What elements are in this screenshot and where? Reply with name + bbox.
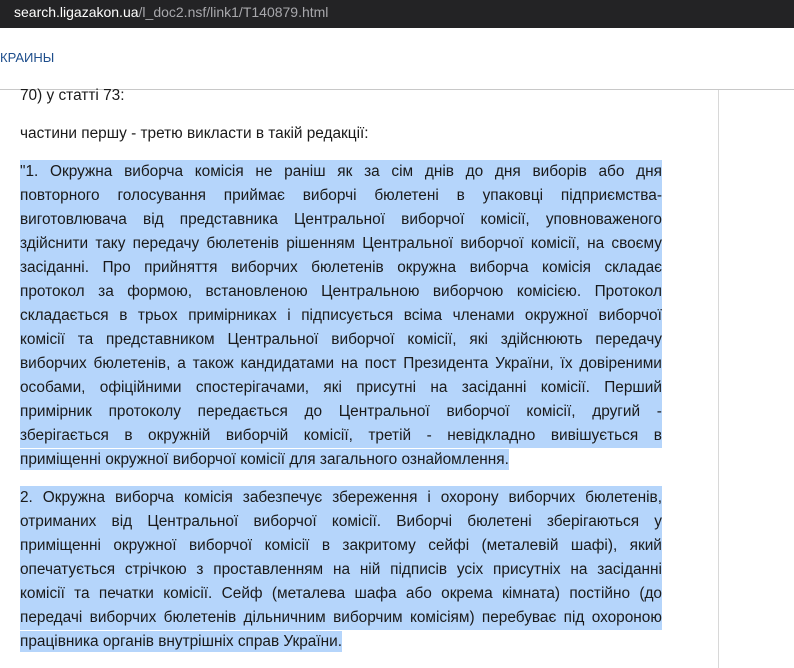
text-line [20,486,662,510]
word: в [321,537,330,554]
word: України, [495,355,554,372]
word: комісія [542,259,591,276]
item-heading: 70) у статті 73: [20,87,125,104]
text-line [20,630,662,654]
word: другий [592,403,641,420]
word: у [654,513,662,530]
word: до [465,163,484,180]
word: протоколу [108,403,181,420]
word: усіх [456,561,484,578]
word: примірниках [188,307,277,324]
word: кімната) [502,585,561,602]
text-line [20,328,662,352]
text-line [20,424,662,448]
word: (металева [271,585,346,602]
text-line [20,376,662,400]
word: формою, [127,283,193,300]
word: сейфі [428,537,470,554]
word: дільничним [243,609,326,626]
word: до [304,403,323,420]
word: виготовлювача [20,211,127,228]
url-path: /l_doc2.nsf/link1/T140879.html [138,4,329,20]
word: виборчих [89,609,157,626]
word: окружна [397,259,457,276]
word: ній [359,561,381,578]
word: 2. [20,489,33,506]
word: охорону [440,489,499,506]
word: Перший [604,379,662,396]
word: виборчої [598,307,662,324]
word: який [629,537,662,554]
word: здійснюють [500,331,583,348]
word: зберігається [20,427,109,444]
word: днів [424,163,454,180]
word: комісії, [526,403,576,420]
word: комісії, [303,427,353,444]
word: упаковці [482,187,544,204]
word: - [656,403,662,420]
text-line [20,400,662,424]
word: комісією. [516,283,582,300]
word: комісії, [407,331,457,348]
word: комісія [183,489,233,506]
word: також [192,355,234,372]
word: комісіям) [409,609,475,626]
word: складається [20,307,109,324]
word: офіційними [99,379,182,396]
intro-text: частини першу - третю викласти в такій редакції: [20,125,369,142]
word: отриманих [20,513,97,530]
word: на [332,561,351,578]
word: та [77,331,94,348]
word: комісії. [163,585,213,602]
word: шафі), [570,537,618,554]
word: особами, [20,379,86,396]
word: Центральної [294,211,385,228]
word: третій [368,427,412,444]
word: окружної [113,537,177,554]
word: їх [560,355,573,372]
word: бюлетені [374,187,439,204]
word: опечатується [20,561,116,578]
word: виборчої [331,331,395,348]
word: окружної [524,307,589,324]
text-line [20,448,662,472]
document-body [0,87,719,668]
word: комісії [20,585,65,602]
word: забезпечує [242,489,323,506]
word: передачу [595,331,662,348]
word: від [143,211,164,228]
word: охороною [591,609,662,626]
word: Центральної [227,331,319,348]
text-line [20,510,662,534]
word: протокол [20,283,85,300]
word: сім [391,163,414,180]
word: Окружна [42,489,106,506]
word: присутніх [493,561,561,578]
word: виборчої [253,513,317,530]
word: бюлетені [467,513,532,530]
word: виборчих [20,355,87,372]
word: комісії, [480,211,530,228]
word: Центральної [147,513,239,530]
word: перебуває [481,609,557,626]
word: виборчих [230,259,298,276]
word: від [111,513,133,530]
word: виборча [469,259,529,276]
word: встановленою [205,283,308,300]
word: Центральної [338,403,430,420]
word: засіданні. [20,259,89,276]
word: в [653,427,662,444]
word: (до [639,585,662,602]
word: на [587,235,605,252]
line-text: працівника органів внутрішніх справ України. [20,633,343,650]
url-text[interactable] [14,4,328,20]
word: "1. [20,163,39,180]
word: виборчої [401,211,465,228]
word: окрема [441,585,493,602]
word: виборчої [188,537,253,554]
word: за [364,163,380,180]
text-line [20,558,662,582]
word: окружній [148,427,211,444]
word: комісії. [331,513,382,530]
site-header [0,28,794,90]
word: закритому [342,537,416,554]
word: трьох [137,307,178,324]
word: в [124,427,133,444]
word: підписів [390,561,448,578]
word: які [323,379,342,396]
word: Про [102,259,131,276]
word: уповноваженого [545,211,662,228]
word: невідкладно [447,427,536,444]
line-text: приміщенні окружної виборчої комісії для загального ознайомлення. [20,451,509,468]
word: - [426,427,432,444]
word: передається [197,403,288,420]
text-line [20,352,662,376]
word: виборчої [460,235,524,252]
word: комісії [264,537,310,554]
text-line [20,534,662,558]
word: примірник [20,403,92,420]
word: комісія [194,163,244,180]
word: комісії [20,331,65,348]
word: раніш [284,163,326,180]
word: проставленням [213,561,324,578]
word: повторного [20,187,100,204]
word: зберігаються [546,513,640,530]
word: присутні [356,379,417,396]
word: бюлетенів, [585,489,662,506]
word: Виборчі [396,513,453,530]
word: на [570,561,588,578]
word: а [177,355,186,372]
word: передачі [20,609,83,626]
selected-paragraph-1 [20,160,662,472]
word: і [427,489,431,506]
word: Центральної [362,235,454,252]
word: шафа [354,585,397,602]
word: здійснити [20,235,89,252]
word: передачу [132,235,200,252]
word: бюлетенів, [93,355,171,372]
word: засіданні [597,561,662,578]
word: бюлетенів [206,235,279,252]
word: таку [95,235,126,252]
word: рішенням [286,235,356,252]
word: прийняття [144,259,218,276]
text-line [20,256,662,280]
word: які [469,331,488,348]
word: виборча [115,489,174,506]
text-line [20,184,662,208]
word: представником [106,331,215,348]
text-line [20,582,662,606]
site-brand-link[interactable]: КРАИНЫ [0,50,55,65]
word: як [337,163,353,180]
word: в [456,187,465,204]
text-line [20,280,662,304]
url-host: search.ligazakon.ua [14,4,139,20]
word: або [598,163,625,180]
word: складає [604,259,662,276]
word: виборчій [225,427,289,444]
word: за [98,283,114,300]
word: спостерігачами, [195,379,310,396]
text-line [20,160,662,184]
word: членами [452,307,515,324]
word: приміщенні [20,537,101,554]
word: дня [636,163,662,180]
word: комісії, [530,235,580,252]
word: виборча [124,163,184,180]
word: з [196,561,204,578]
word: не [255,163,273,180]
word: та [74,585,90,602]
word: всіма [403,307,443,324]
word: підприємства- [560,187,662,204]
word: збереження [332,489,418,506]
word: представника [179,211,278,228]
word: (металевій [481,537,559,554]
word: постійно [569,585,631,602]
word: на [340,355,358,372]
word: підписується [301,307,394,324]
word: в [119,307,128,324]
word: і [287,307,291,324]
word: комісії. [540,379,590,396]
selected-paragraph-2 [20,486,662,654]
text-line [20,606,662,630]
word: або [405,585,432,602]
word: приймає [223,187,285,204]
word: виборчої [446,403,510,420]
word: Окружна [50,163,113,180]
word: засіданні [461,379,527,396]
word: кандидатами [240,355,335,372]
word: під [563,609,585,626]
word: виборів [532,163,587,180]
word: Сейф [221,585,263,602]
word: виборчих [508,489,576,506]
word: вивішується [550,427,639,444]
browser-address-bar[interactable] [0,0,794,28]
text-line [20,232,662,256]
word: довіреними [579,355,662,372]
word: бюлетенів [163,609,237,626]
word: пост [364,355,397,372]
word: своєму [611,235,662,252]
word: печатки [98,585,154,602]
word: виборчим [333,609,403,626]
text-line [20,208,662,232]
word: виборчою [432,283,504,300]
word: стрічкою [124,561,187,578]
word: дня [494,163,521,180]
text-line [20,304,662,328]
word: Центральною [321,283,420,300]
word: Протокол [594,283,662,300]
word: виборчі [302,187,357,204]
word: голосування [117,187,206,204]
word: на [430,379,448,396]
word: бюлетенів [311,259,384,276]
word: Президента [403,355,489,372]
